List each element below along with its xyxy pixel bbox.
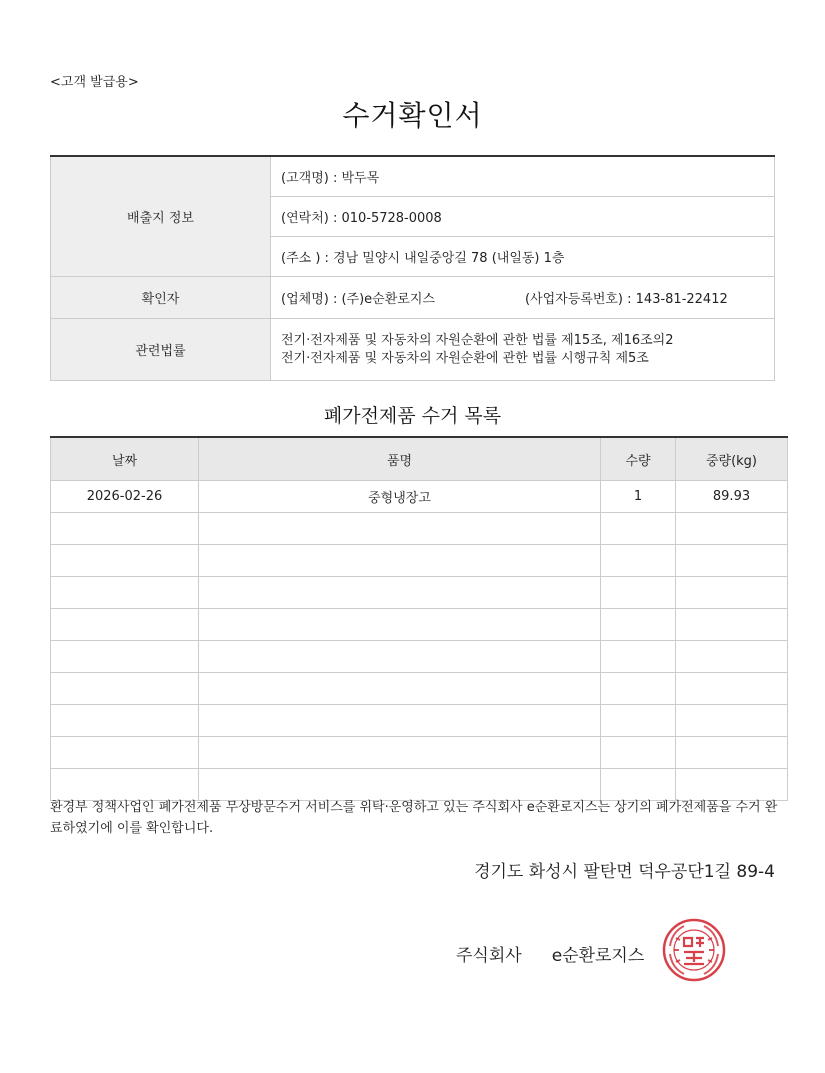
table-row: [51, 481, 788, 513]
row-date: 2026-02-26: [51, 481, 199, 513]
empty-row: [51, 609, 788, 641]
empty-row: [51, 641, 788, 673]
empty-row: [51, 673, 788, 705]
business-registration-number: (사업자등록번호) : 143-81-22412: [524, 292, 728, 307]
empty-row: [51, 737, 788, 769]
confirmer-info: [271, 277, 775, 319]
empty-row: [51, 545, 788, 577]
company-signature-line: [456, 941, 644, 966]
law-line-1: 전기·전자제품 및 자동차의 자원순환에 관한 법률 제15조, 제16조의2: [281, 332, 674, 348]
law-line-2: 전기·전자제품 및 자동차의 자원순환에 관한 법률 시행규칙 제5조: [281, 350, 649, 366]
customer-contact: (연락처) : 010-5728-0008: [271, 197, 775, 237]
document-title: 수거확인서: [342, 99, 483, 132]
header-date: 날짜: [51, 437, 199, 481]
company-prefix: 주식회사: [456, 946, 522, 966]
copy-type-label: <고객 발급용>: [50, 75, 139, 90]
law-text: [271, 319, 775, 381]
source-info-label: 배출지 정보: [51, 156, 271, 277]
row-weight: 89.93: [676, 481, 788, 513]
source-info-table: [50, 155, 775, 381]
row-item: 중형냉장고: [199, 481, 601, 513]
row-quantity: 1: [601, 481, 676, 513]
empty-row: [51, 769, 788, 801]
confirmation-statement: 환경부 정책사업인 폐가전제품 무상방문수거 서비스를 위탁·운영하고 있는 주식회사 e순환로지스는 상기의 폐가전제품을 수거 완료하였기에 이를 확인합니다.: [50, 800, 778, 836]
collection-list-title: 폐가전제품 수거 목록: [323, 405, 502, 427]
company-address: 경기도 화성시 팔탄면 덕우공단1길 89-4: [474, 862, 775, 882]
confirmer-label: 확인자: [51, 277, 271, 319]
company-name-footer: e순환로지스: [551, 946, 645, 966]
company-seal-stamp: [662, 918, 726, 982]
law-label: 관련법률: [51, 319, 271, 381]
header-weight: 중량(kg): [676, 437, 788, 481]
collection-list-table: [50, 436, 788, 801]
header-quantity: 수량: [601, 437, 676, 481]
customer-address: (주소 ) : 경남 밀양시 내일중앙길 78 (내일동) 1층: [271, 237, 775, 277]
empty-row: [51, 577, 788, 609]
customer-name: (고객명) : 박두목: [271, 156, 775, 197]
empty-row: [51, 513, 788, 545]
header-item: 품명: [199, 437, 601, 481]
empty-row: [51, 705, 788, 737]
company-name: (업체명) : (주)e순환로지스: [281, 292, 435, 307]
